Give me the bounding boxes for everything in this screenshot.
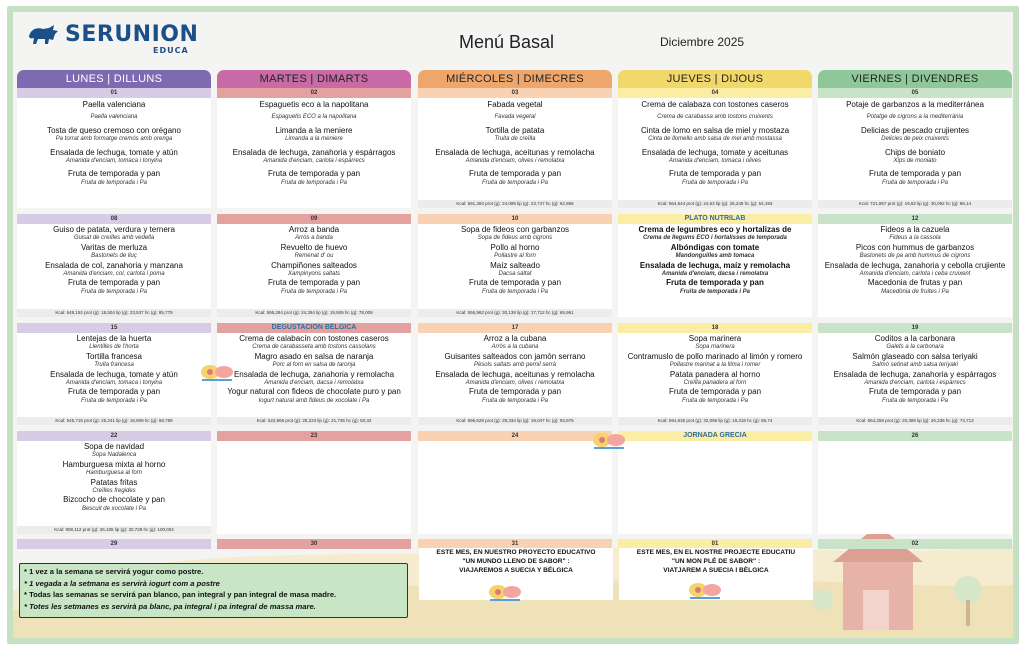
dish-translation: Creïlles fregides bbox=[92, 488, 136, 495]
menu-day-cell bbox=[418, 214, 612, 317]
dish-translation: Espaguetis ECO a la napolitana bbox=[271, 114, 357, 121]
dish-list bbox=[818, 224, 1012, 296]
dish-name: Fruta de temporada y pan bbox=[468, 278, 562, 288]
menu-day-cell bbox=[418, 88, 612, 208]
dish-name: Espaguetis eco a la napolitana bbox=[259, 100, 369, 109]
dish-name: Potaje de garbanzos a la mediterránea bbox=[846, 100, 984, 109]
dish-name: Fruta de temporada y pan bbox=[668, 169, 762, 179]
dish-name: Tortilla de patata bbox=[485, 125, 545, 135]
dish-translation: Crema de llegums ECO i hortalisses de temporada bbox=[642, 235, 788, 242]
dish-translation: Creïlla panadera al forn bbox=[683, 380, 747, 387]
dish-name: Cinta de lomo en salsa de miel y mostaza bbox=[640, 125, 790, 135]
day-header: MIÉRCOLES | DIMECRES bbox=[418, 70, 612, 88]
dish-name: Sopa marinera bbox=[688, 334, 742, 343]
date-label: 24 bbox=[418, 431, 612, 441]
dish-translation: Crema de carabasseta amb tostons cassolans bbox=[252, 344, 376, 351]
project-line: "UN MON PLÉ DE SABOR" : bbox=[671, 558, 761, 565]
travel-mascot-icon bbox=[196, 360, 238, 390]
dish-translation: Amanida d'enciam, carlota i ceba cruixent bbox=[859, 271, 971, 278]
dish-name: Fruta de temporada y pan bbox=[67, 278, 161, 288]
dish-translation: Hamburguesa al forn bbox=[85, 470, 143, 477]
dish-translation: Cinta de llomello amb salsa de mel amb mostassa bbox=[648, 136, 782, 143]
dish-name: Tortilla francesa bbox=[85, 351, 143, 361]
dish-list bbox=[17, 441, 211, 513]
dish-name: Ensalada de lechuga, tomate y atún bbox=[50, 369, 178, 379]
menu-day-cell bbox=[818, 88, 1012, 208]
project-line: ESTE MES, EN NUESTRO PROYECTO EDUCATIVO bbox=[436, 549, 596, 556]
date-label: 09 bbox=[217, 214, 411, 224]
nutrition-summary: Kcal: 522,965 prot (g): 28,223 lip (g): 21,735 hc (g): 50,32 bbox=[217, 417, 411, 425]
dish-name: Sopa de fideos con garbanzos bbox=[460, 225, 570, 234]
brand-name: SERUNION bbox=[65, 22, 199, 47]
theme-day-label: PLATO NUTRILAB bbox=[618, 214, 812, 224]
dish-translation: Fruita de temporada i Pa bbox=[80, 397, 148, 404]
dish-name: Fruta de temporada y pan bbox=[67, 387, 161, 397]
dish-translation: Truita de creïlla bbox=[494, 136, 536, 143]
dish-translation: Remenat d' ou bbox=[294, 253, 334, 260]
dish-translation: Xips de moniato bbox=[893, 158, 937, 165]
dish-name: Delicias de pescado crujientes bbox=[860, 125, 970, 135]
dish-translation: Dacsa saltat bbox=[498, 271, 532, 278]
dish-name: Magro asado en salsa de naranja bbox=[254, 351, 374, 361]
theme-day-label: JORNADA GRECIA bbox=[618, 431, 812, 441]
project-line: ESTE MES, EN EL NOSTRE PROJECTE EDUCATIU bbox=[636, 549, 796, 556]
menu-day-cell bbox=[418, 431, 612, 534]
dish-name: Crema de calabaza con tostones caseros bbox=[641, 100, 789, 109]
day-header: MARTES | DIMARTS bbox=[217, 70, 411, 88]
dish-translation: Sopa de fideus amb cigrons bbox=[477, 235, 553, 242]
day-header: JUEVES | DIJOUS bbox=[618, 70, 812, 88]
dish-name: Sopa de navidad bbox=[83, 442, 145, 451]
dish-translation: Salmó setinat amb salsa teriyaki bbox=[871, 362, 959, 369]
dish-translation: Llentilles de l'horta bbox=[89, 344, 139, 351]
project-line: VIATJAREM A SUECIA I BÈLGICA bbox=[663, 567, 769, 574]
dish-translation: Fruita de temporada i Pa bbox=[681, 397, 749, 404]
dish-name: Ensalada de col, zanahoria y manzana bbox=[45, 260, 183, 270]
menu-day-cell bbox=[818, 539, 1012, 639]
dish-list bbox=[17, 224, 211, 296]
dish-name: Ensalada de lechuga, zanahoria y cebolla crujiente bbox=[824, 260, 1006, 270]
menu-day-cell bbox=[17, 431, 211, 534]
dish-translation: Pèsols saltats amb pernil serrà bbox=[473, 362, 557, 369]
dish-translation: Bastonets de lluç bbox=[91, 253, 137, 260]
page-title: Menú Basal bbox=[459, 32, 555, 52]
dish-translation: Fruita de temporada i Pa bbox=[80, 179, 148, 186]
dish-name: Tosta de queso cremoso con orégano bbox=[47, 125, 181, 135]
dish-translation: Fideus a la cassola bbox=[889, 235, 941, 242]
dish-name: Arroz a la cubana bbox=[483, 334, 547, 343]
dish-translation: Bescuit de xocolate i Pa bbox=[81, 505, 147, 512]
note-line: * 1 vez a la semana se servirá yogur como postre. bbox=[24, 567, 204, 576]
date-label: 01 bbox=[17, 88, 211, 98]
brand-sub: EDUCA bbox=[153, 46, 189, 55]
dish-name: Fruta de temporada y pan bbox=[67, 169, 161, 179]
dish-translation: Amanida d'enciam, tomaca i tonyina bbox=[65, 380, 163, 387]
dish-translation: Amanida d'enciam, carlota i espàrrecs bbox=[263, 158, 365, 165]
nutrition-summary: Kcal: 648,192 prot (g): 18,504 lip (g): 23,537 hc (g): 85,779 bbox=[17, 309, 211, 317]
dish-name: Fideos a la cazuela bbox=[880, 225, 950, 234]
dish-name: Chips de boniato bbox=[884, 147, 946, 157]
menu-day-cell bbox=[618, 431, 812, 534]
day-header: VIERNES | DIVENDRES bbox=[818, 70, 1012, 88]
dish-name: Ensalada de lechuga, maíz y remolacha bbox=[639, 260, 791, 270]
dish-translation: Pa torrat amb formatge cremós amb orenga bbox=[55, 136, 173, 143]
date-label: 12 bbox=[818, 214, 1012, 224]
nutrition-summary: Kcal: 908,112 prot (g): 26,185 lip (g): 30,728 hc (g): 100,004 bbox=[17, 526, 211, 534]
dish-name: Ensalada de lechuga, tomate y aceitunas bbox=[641, 147, 789, 157]
travel-mascot-icon bbox=[684, 578, 726, 608]
dish-name: Fruta de temporada y pan bbox=[468, 169, 562, 179]
dish-name: Fruta de temporada y pan bbox=[267, 169, 361, 179]
note-line: * Todas las semanas se servirá pan blanco, pan integral y pan integral de masa madre. bbox=[24, 590, 337, 599]
date-label: 05 bbox=[818, 88, 1012, 98]
page-header bbox=[13, 12, 1013, 70]
dish-translation: Mandonguilles amb tomaca bbox=[675, 253, 755, 260]
dish-translation: Potatge de cigrons a la mediterrània bbox=[866, 114, 964, 121]
dish-name: Fruta de temporada y pan bbox=[666, 278, 764, 288]
nutrition-summary: Kcal: 721,957 prot (g): 19,82 lip (g): 30,092 hc (g): 86,14 bbox=[818, 200, 1012, 208]
dish-name: Yogur natural con fideos de chocolate puro y pan bbox=[227, 387, 401, 397]
dish-translation: Favada vegetal bbox=[494, 114, 536, 121]
date-label: 08 bbox=[17, 214, 211, 224]
dish-translation: Galets a la carbonara bbox=[886, 344, 944, 351]
dish-name: Patatas fritas bbox=[90, 477, 138, 487]
date-label: 03 bbox=[418, 88, 612, 98]
dish-name: Crema de legumbres eco y hortalizas de bbox=[638, 225, 792, 234]
dish-name: Pollo al horno bbox=[490, 242, 540, 252]
project-line: VIAJAREMOS A SUECIA Y BÉLGICA bbox=[459, 567, 573, 574]
dish-translation: Macedònia de fruites i Pa bbox=[881, 288, 949, 295]
dish-name: Albóndigas con tomate bbox=[670, 242, 760, 252]
dish-name: Patata panadera al horno bbox=[669, 369, 761, 379]
dish-name: Ensalada de lechuga, zanahoria y espárragos bbox=[232, 147, 396, 157]
date-label: 01 bbox=[618, 539, 812, 549]
dish-list bbox=[217, 333, 411, 405]
dish-translation: Fruita de temporada i Pa bbox=[80, 288, 148, 295]
dish-translation: Xampinyons saltats bbox=[287, 271, 341, 278]
menu-day-cell bbox=[17, 323, 211, 425]
dish-translation: Fruita de temporada i Pa bbox=[280, 179, 348, 186]
dish-translation: Arròs a banda bbox=[295, 235, 333, 242]
dish-name: Lentejas de la huerta bbox=[76, 334, 152, 343]
date-label: 02 bbox=[818, 539, 1012, 549]
dish-list bbox=[418, 224, 612, 296]
dish-translation: Sopa marinera bbox=[695, 344, 735, 351]
dish-translation: Fruita de temporada i Pa bbox=[681, 179, 749, 186]
note-line: * Totes les setmanes es servirà pa blanc, pa integral i pa integral de massa mare. bbox=[24, 601, 316, 611]
dish-name: Guisantes salteados con jamón serrano bbox=[444, 351, 586, 361]
menu-day-cell bbox=[618, 323, 812, 425]
dish-translation: Crema de carabassa amb tostons cruixents bbox=[657, 114, 773, 121]
dish-translation: Amanida d'enciam, carlota i espàrrecs bbox=[864, 380, 966, 387]
nutrition-summary: Kcal: 564,644 prot (g): 24,63 lip (g): 26,248 hc (g): 54,193 bbox=[618, 200, 812, 208]
dish-translation: Porc al forn en salsa de taronja bbox=[272, 362, 356, 369]
nutrition-summary: Kcal: 595,284 prot (g): 24,394 lip (g): 19,509 hc (g): 78,009 bbox=[217, 309, 411, 317]
dish-name: Varitas de merluza bbox=[80, 242, 148, 252]
dish-list bbox=[618, 98, 812, 187]
dish-name: Arroz a banda bbox=[288, 225, 340, 234]
dish-name: Paella valenciana bbox=[82, 100, 146, 109]
date-label: 30 bbox=[217, 539, 411, 549]
menu-day-cell bbox=[17, 214, 211, 317]
date-label: 19 bbox=[818, 323, 1012, 333]
dish-name: Ensalada de lechuga, aceitunas y remolacha bbox=[435, 147, 595, 157]
nutrition-summary: Kcal: 696,528 prot (g): 28,334 lip (g): 19,047 hc (g): 93,975 bbox=[418, 417, 612, 425]
date-label: 15 bbox=[17, 323, 211, 333]
dish-name: Fabada vegetal bbox=[487, 100, 543, 109]
dish-name: Ensalada de lechuga, aceitunas y remolacha bbox=[435, 369, 595, 379]
dish-name: Salmón glaseado con salsa teriyaki bbox=[852, 351, 978, 361]
date-label: 02 bbox=[217, 88, 411, 98]
dish-list bbox=[217, 224, 411, 296]
dish-translation: Amanida d'enciam, col, carlota i poma bbox=[63, 271, 165, 278]
dish-name: Fruta de temporada y pan bbox=[868, 169, 962, 179]
nutrition-summary: Kcal: 591,635 prot (g): 32,096 lip (g): 19,318 hc (g): 66,74 bbox=[618, 417, 812, 425]
date-label: 04 bbox=[618, 88, 812, 98]
brand-logo bbox=[27, 24, 198, 46]
menu-day-cell bbox=[217, 88, 411, 208]
dish-name: Champiñones salteados bbox=[271, 260, 357, 270]
dish-name: Maíz salteado bbox=[490, 260, 540, 270]
dish-translation: Limanda a la meniere bbox=[285, 136, 343, 143]
dish-translation: Guisat de creïlles amb vedella bbox=[73, 235, 155, 242]
travel-mascot-icon bbox=[484, 580, 526, 610]
dish-translation: Amanida d'enciam, tomaca i tonyina bbox=[65, 158, 163, 165]
dish-translation: Fruita de temporada i Pa bbox=[481, 179, 549, 186]
menu-month: Diciembre 2025 bbox=[660, 35, 745, 49]
dish-name: Coditos a la carbonara bbox=[874, 334, 956, 343]
dish-translation: Sopa Nadalenca bbox=[91, 452, 137, 459]
dish-name: Fruta de temporada y pan bbox=[668, 387, 762, 397]
dish-name: Fruta de temporada y pan bbox=[868, 387, 962, 397]
dish-list bbox=[17, 333, 211, 405]
menu-day-cell bbox=[818, 214, 1012, 317]
nutrition-summary: Kcal: 545,715 prot (g): 25,241 lip (g): 16,809 hc (g): 68,789 bbox=[17, 417, 211, 425]
dish-name: Limanda a la meniere bbox=[275, 125, 353, 135]
travel-mascot-icon bbox=[588, 428, 630, 458]
dish-name: Ensalada de lechuga, zanahoria y espárragos bbox=[833, 369, 997, 379]
dish-name: Macedonia de frutas y pan bbox=[867, 278, 963, 288]
dish-translation: Iogurt natural amb fideus de xocolate i Pa bbox=[258, 397, 370, 404]
date-label: 31 bbox=[418, 539, 612, 549]
dish-name: Picos con hummus de garbanzos bbox=[855, 242, 975, 252]
nutrition-summary: Kcal: 556,962 prot (g): 30,138 lip (g): 17,712 hc (g): 65,961 bbox=[418, 309, 612, 317]
menu-day-cell bbox=[217, 214, 411, 317]
menu-day-cell bbox=[17, 88, 211, 208]
menu-day-cell bbox=[217, 431, 411, 534]
dish-translation: Pollastre marinat a la llima i romer bbox=[669, 362, 761, 369]
dish-name: Contramuslo de pollo marinado al limón y romero bbox=[627, 351, 803, 361]
dish-translation: Truita francesa bbox=[94, 362, 134, 369]
dish-list bbox=[17, 98, 211, 187]
dish-name: Bizcocho de chocolate y pan bbox=[63, 495, 165, 505]
menu-day-cell bbox=[818, 431, 1012, 534]
dish-translation: Amanida d'enciam, dacsa i remolatxa bbox=[264, 380, 364, 387]
dish-translation: Paella valenciana bbox=[90, 114, 138, 121]
date-label: 10 bbox=[418, 214, 612, 224]
dish-name: Ensalada de lechuga, zanahoria y remolacha bbox=[233, 369, 395, 379]
dish-name: Guiso de patata, verdura y ternera bbox=[53, 225, 175, 234]
dish-translation: Amanida d'enciam, dacsa i remolatxa bbox=[661, 271, 769, 278]
bull-logo-icon bbox=[27, 24, 61, 46]
dish-list bbox=[618, 333, 812, 405]
nutrition-summary: Kcal: 664,259 prot (g): 20,389 lip (g): 26,236 hc (g): 74,713 bbox=[818, 417, 1012, 425]
dish-list bbox=[217, 98, 411, 187]
dish-name: Ensalada de lechuga, tomate y atún bbox=[50, 147, 178, 157]
dish-translation: Fruita de temporada i Pa bbox=[679, 288, 751, 295]
date-label: 26 bbox=[818, 431, 1012, 441]
menu-day-cell bbox=[217, 323, 411, 425]
dish-translation: Fruita de temporada i Pa bbox=[881, 179, 949, 186]
dish-name: Hamburguesa mixta al horno bbox=[62, 459, 166, 469]
dish-translation: Amanida d'enciam, tomaca i olives bbox=[668, 158, 762, 165]
notes-box bbox=[19, 563, 408, 618]
dish-translation: Delicies de peix cruixents bbox=[881, 136, 949, 143]
menu-day-cell bbox=[418, 323, 612, 425]
dish-list bbox=[618, 224, 812, 296]
dish-translation: Fruita de temporada i Pa bbox=[481, 397, 549, 404]
note-line: * 1 vegada a la setmana es servirà iogurt com a postre bbox=[24, 578, 220, 588]
dish-name: Crema de calabacín con tostones caseros bbox=[239, 334, 389, 343]
dish-translation: Bastonets de pa amb hummus de cigrons bbox=[859, 253, 971, 260]
dish-list bbox=[818, 333, 1012, 405]
date-label: 18 bbox=[618, 323, 812, 333]
date-label: 22 bbox=[17, 431, 211, 441]
dish-translation: Amanida d'enciam, olives i remolatxa bbox=[465, 380, 565, 387]
dish-translation: Amanida d'enciam, olives i remolatxa bbox=[465, 158, 565, 165]
menu-day-cell bbox=[618, 88, 812, 208]
project-line: "UN MUNDO LLENO DE SABOR" : bbox=[462, 558, 570, 565]
date-label: 29 bbox=[17, 539, 211, 549]
dish-list bbox=[418, 98, 612, 187]
day-header: LUNES | DILLUNS bbox=[17, 70, 211, 88]
dish-translation: Fruita de temporada i Pa bbox=[280, 288, 348, 295]
nutrition-summary: Kcal: 591,393 prot (g): 24,089 lip (g): 23,747 hc (g): 62,866 bbox=[418, 200, 612, 208]
menu-day-cell bbox=[618, 214, 812, 317]
date-label: 17 bbox=[418, 323, 612, 333]
dish-name: Fruta de temporada y pan bbox=[468, 387, 562, 397]
date-label: 23 bbox=[217, 431, 411, 441]
dish-translation: Fruita de temporada i Pa bbox=[481, 288, 549, 295]
theme-day-label: DEGUSTACIÓN BÉLGICA bbox=[217, 323, 411, 333]
dish-translation: Fruita de temporada i Pa bbox=[881, 397, 949, 404]
dish-translation: Arròs a la cubana bbox=[491, 344, 539, 351]
menu-day-cell bbox=[818, 323, 1012, 425]
dish-name: Revuelto de huevo bbox=[280, 242, 348, 252]
dish-name: Fruta de temporada y pan bbox=[267, 278, 361, 288]
dish-list bbox=[818, 98, 1012, 187]
dish-list bbox=[418, 333, 612, 405]
dish-translation: Pollastre al forn bbox=[494, 253, 536, 260]
